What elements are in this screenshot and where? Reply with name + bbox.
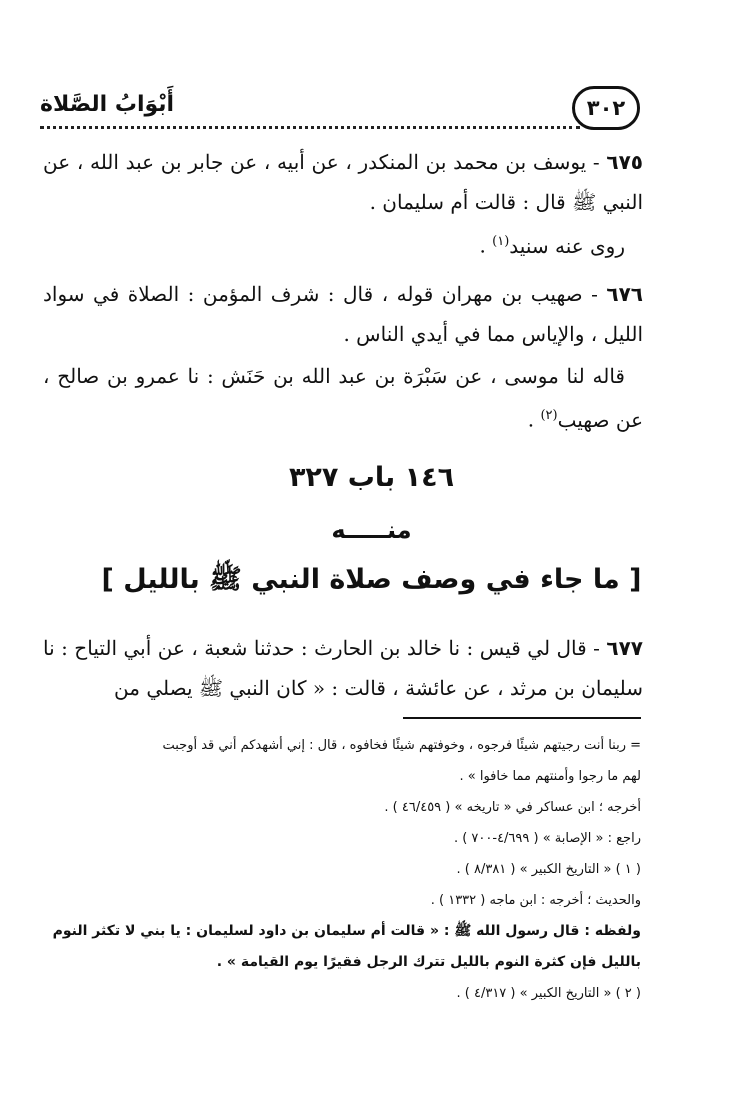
entry-number: ٦٧٧ [606,636,644,660]
page-number: ٣٠٢ [572,86,640,130]
footnote-line: راجع : « الإصابة » ( ٤/٦٩٩-٧٠٠ ) . [453,831,641,846]
entry-675-note [43,222,643,266]
footnote-ref: (٢) [540,408,558,423]
chapter-heading: ١٤٦ باب ٣٢٧ [288,462,455,493]
footnote-line: ولفظه : قال رسول الله ﷺ : « قالت أم سليمان بن داود لسليمان : يا بني لا تكثر النوم [52,923,641,939]
footnote-line: ( ٢ ) « التاريخ الكبير » ( ٤/٣١٧ ) . [456,986,641,1001]
section-title: [ ما جاء في وصف صلاة النبي ﷺ بالليل ] [101,564,642,595]
footnotes [46,730,641,1009]
entry-text: - قال لي قيس : نا خالد بن الحارث : حدثنا شعبة ، عن أبي التياح : نا سليمان بن مرثد ، عن عائشة ، قالت : « كان النبي ﷺ يصلي من [43,636,643,700]
page-header [40,86,640,130]
entry-675 [43,142,643,222]
running-title: أَبْوَابُ الصَّلاة [40,92,175,117]
entry-number: ٦٧٦ [606,282,643,306]
footnote-ref: (١) [492,234,510,249]
entry-676-note [43,356,643,440]
subheading-text: منـــــه [331,516,412,544]
entry-677 [43,628,643,708]
header-divider [40,126,580,129]
entry-number: ٦٧٥ [606,150,643,174]
footnote-line: أخرجه ؛ ابن عساكر في « تاريخه » ( ٤٦/٤٥٩ ) . [384,800,641,815]
footnote-line: = ربنا أنت رجيتهم شيئًا فرجوه ، وخوفتهم شيئًا فخافوه ، قال : إني أشهدكم أني قد أوجبت [162,738,641,753]
entry-676 [43,274,643,354]
footnote-line: والحديث ؛ أخرجه : ابن ماجه ( ١٣٣٢ ) . [430,893,641,908]
entry-text: - صهيب بن مهران قوله ، قال : شرف المؤمن : الصلاة في سواد الليل ، والإياس مما في أيدي الناس . [43,282,643,346]
note-end: . [479,233,493,258]
footnote-divider [403,717,641,719]
note-text: روى عنه سنيد [509,233,625,258]
footnote-line: بالليل فإن كثرة النوم بالليل تترك الرجل فقيرًا يوم القيامة » . [216,954,641,970]
footnote-line: ( ١ ) « التاريخ الكبير » ( ٨/٣٨١ ) . [456,862,641,877]
note-end: . [527,407,541,432]
entry-text: - يوسف بن محمد بن المنكدر ، عن أبيه ، عن جابر بن عبد الله ، عن النبي ﷺ قال : قالت أم سليمان . [43,150,643,214]
footnote-line: لهم ما رجوا وأمنتهم مما خافوا » . [459,769,641,784]
chapter-subheading [0,516,743,544]
note-text: قاله لنا موسى ، عن سَبْرَة بن عبد الله بن حَنَش : نا عمرو بن صالح ، عن صهيب [43,364,643,432]
